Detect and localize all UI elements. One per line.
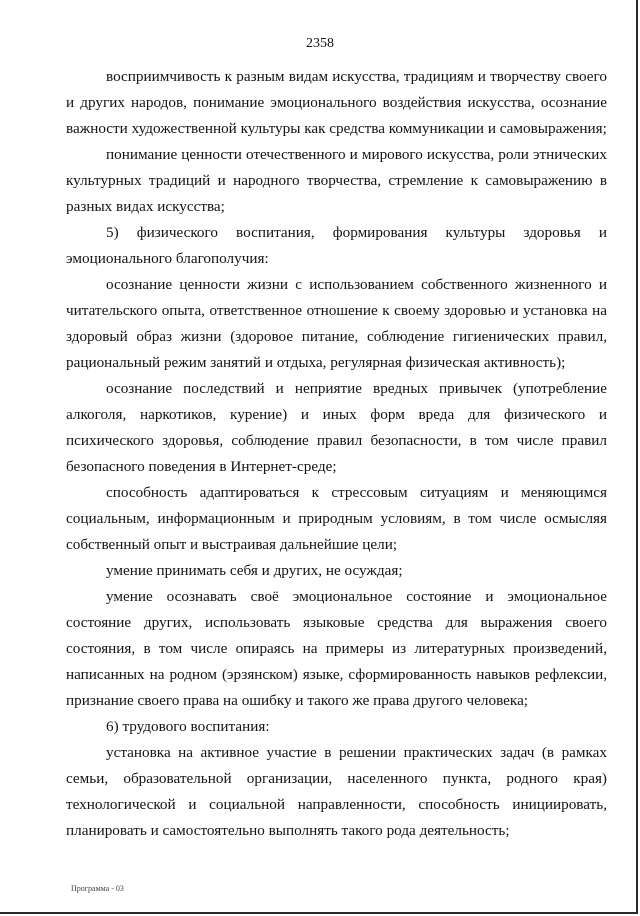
footer-program-label: Программа - 03 — [71, 884, 124, 893]
page-number: 2358 — [306, 36, 334, 51]
paragraph: умение осознавать своё эмоциональное состояние и эмоциональное состояние других, использовать языковые средства для выражения своего состояния, в том числе опираясь на примеры из литературных произведений, написанных на родном (эрзянском) языке, сформированность навыков рефлексии, признание своего права на ошибку и такого же права другого человека; — [66, 588, 607, 709]
paragraph: способность адаптироваться к стрессовым ситуациям и меняющимся социальным, информационным и природным условиям, в том числе осмысляя собственный опыт и выстраивая дальнейшие цели; — [66, 484, 607, 553]
section-heading-6: 6) трудового воспитания: — [106, 718, 270, 735]
section-heading-5: 5) физического воспитания, формирования культуры здоровья и эмоционального благополучия: — [66, 224, 607, 267]
paragraph: понимание ценности отечественного и мирового искусства, роли этнических культурных традиций и народного творчества, стремление к самовыражению в разных видах искусства; — [66, 146, 607, 215]
paragraph: осознание последствий и неприятие вредных привычек (употребление алкоголя, наркотиков, курение) и иных форм вреда для физического и психического здоровья, соблюдение правил безопасности, в том числе правил безопасного поведения в Интернет-среде; — [66, 380, 607, 475]
document-body — [66, 64, 607, 844]
paragraph: восприимчивость к разным видам искусства, традициям и творчеству своего и других народов, понимание эмоционального воздействия искусства, осознание важности художественной культуры как средства коммуникации и самовыражения; — [66, 68, 607, 137]
paragraph: осознание ценности жизни с использованием собственного жизненного и читательского опыта, ответственное отношение к своему здоровью и установка на здоровый образ жизни (здоровое питание, соблюдение гигиенических правил, рациональный режим занятий и отдыха, регулярная физическая активность); — [66, 276, 607, 371]
paragraph: умение принимать себя и других, не осуждая; — [106, 562, 403, 579]
paragraph: установка на активное участие в решении практических задач (в рамках семьи, образовательной организации, населенного пункта, родного края) технологической и социальной направленности, способность инициировать, планировать и самостоятельно выполнять такого рода деятельность; — [66, 744, 607, 839]
